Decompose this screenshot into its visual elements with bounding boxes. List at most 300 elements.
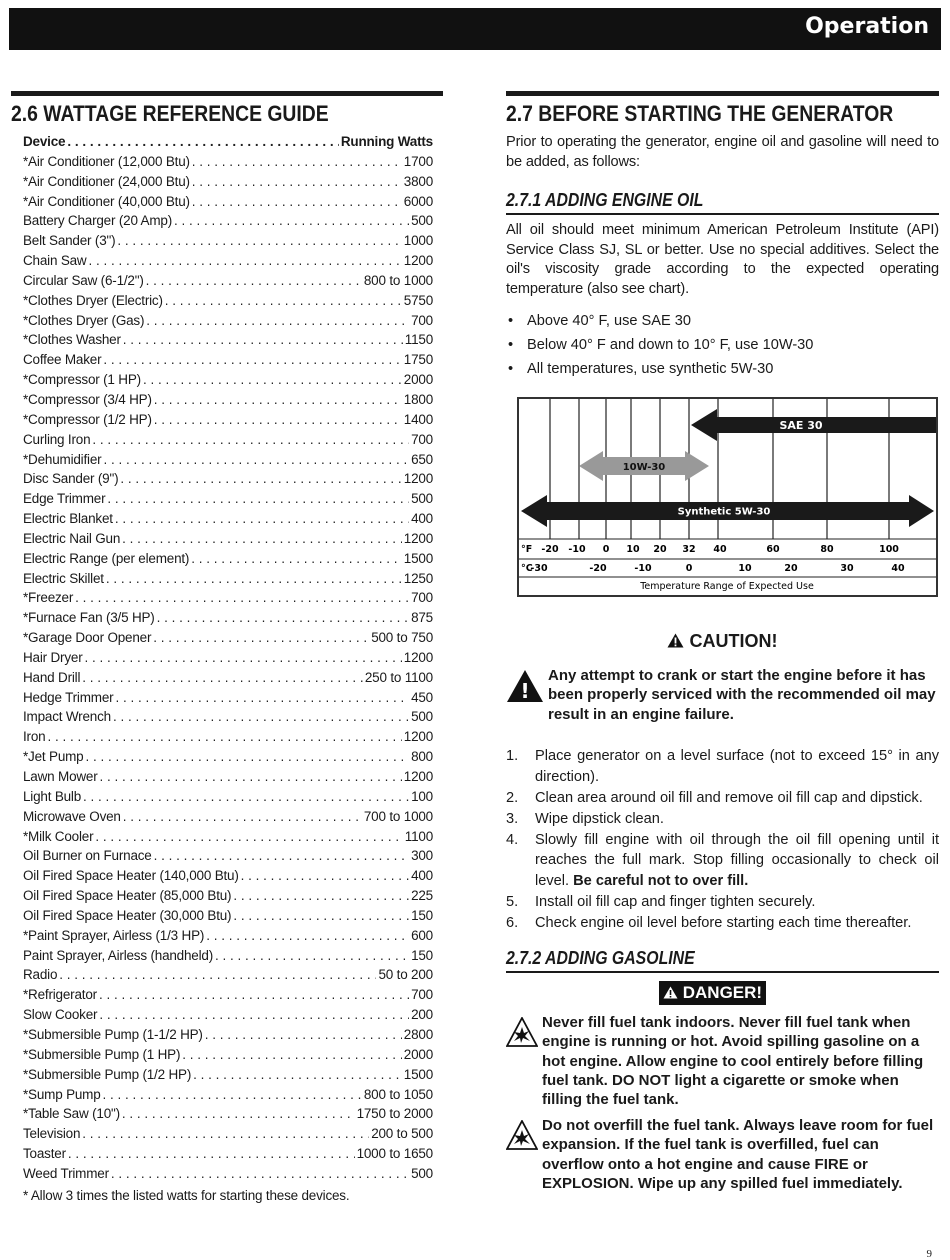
step-text: Install oil fill cap and finger tighten securely. xyxy=(535,893,816,910)
step-text: Place generator on a level surface (not to exceed 15° in any direction). xyxy=(535,748,939,785)
running-watts: 150 xyxy=(411,907,433,923)
device-name: Electric Skillet xyxy=(23,570,104,586)
table-row xyxy=(23,194,433,214)
table-row xyxy=(23,690,433,710)
table-row xyxy=(23,372,433,392)
device-name: Curling Iron xyxy=(23,431,91,447)
table-row xyxy=(23,452,433,472)
running-watts: 200 to 500 xyxy=(371,1126,433,1142)
leader-dots xyxy=(205,1027,402,1042)
running-watts: 1200 xyxy=(403,471,433,487)
table-row xyxy=(23,1126,433,1146)
leader-dots xyxy=(47,729,401,744)
leader-dots xyxy=(95,829,402,844)
running-watts: 700 xyxy=(411,431,433,447)
tick-label: 100 xyxy=(879,544,899,555)
table-row xyxy=(23,273,433,293)
device-name: *Submersible Pump (1-1/2 HP) xyxy=(23,1026,203,1042)
subsection-title-2-7-2: 2.7.2 ADDING GASOLINE xyxy=(506,948,695,968)
table-row xyxy=(23,729,433,749)
leader-dots xyxy=(146,273,362,288)
running-watts: 1000 to 1650 xyxy=(356,1146,433,1162)
chart-caption: Temperature Range of Expected Use xyxy=(640,581,814,592)
table-row xyxy=(23,313,433,333)
table-row xyxy=(23,1146,433,1166)
leader-dots xyxy=(165,293,402,308)
leader-dots xyxy=(99,987,409,1002)
danger-block-2 xyxy=(506,1116,939,1193)
oil-spec-text: All oil should meet minimum American Petroleum Institute (API) Service Class SJ, SL or better. Use no special additives. Select the oil's viscosity grade according to the expected operating temperature (also see chart). xyxy=(506,222,939,297)
running-watts: 500 xyxy=(411,213,433,229)
running-watts: 400 xyxy=(411,868,433,884)
device-name: Electric Nail Gun xyxy=(23,530,121,546)
step-emphasis: Be careful not to over fill. xyxy=(573,872,749,889)
running-watts: 250 to 1100 xyxy=(364,669,433,685)
device-name: Edge Trimmer xyxy=(23,491,106,507)
table-row xyxy=(23,332,433,352)
leader-dots xyxy=(103,452,409,467)
table-row xyxy=(23,749,433,769)
running-watts: 700 xyxy=(411,590,433,606)
leader-dots xyxy=(107,491,409,506)
leader-dots xyxy=(103,1087,362,1102)
leader-dots xyxy=(115,690,409,705)
tick-label: -10 xyxy=(568,544,586,555)
table-row xyxy=(23,551,433,571)
running-watts: 800 to 1050 xyxy=(363,1086,433,1102)
bullet-item: • Above 40° F, use SAE 30 xyxy=(508,313,692,329)
running-watts: 1250 xyxy=(403,570,433,586)
device-name: Battery Charger (20 Amp) xyxy=(23,213,173,229)
list-item xyxy=(506,809,939,830)
table-row xyxy=(23,987,433,1007)
tick-label: -20 xyxy=(541,544,559,555)
device-name: Radio xyxy=(23,967,58,983)
danger-text-1: Never fill fuel tank indoors. Never fill fuel tank when engine is running or hot. Avoid spilling gasoline on a hot engine. Allow engine to cool entirely before filling fuel tank. DO NOT light a cigarette or smoke when filling the fuel tank. xyxy=(542,1014,924,1109)
table-row xyxy=(23,571,433,591)
subsection-gasoline xyxy=(506,948,939,973)
leader-dots xyxy=(154,848,409,863)
device-name: *Compressor (1 HP) xyxy=(23,372,141,388)
device-name: Hedge Trimmer xyxy=(23,689,114,705)
tick-label: -30 xyxy=(530,563,548,574)
leader-dots xyxy=(111,1166,409,1181)
leader-dots xyxy=(143,372,402,387)
device-name: *Dehumidifier xyxy=(23,451,102,467)
table-row xyxy=(23,948,433,968)
caution-heading xyxy=(506,631,939,652)
running-watts: 875 xyxy=(411,610,433,626)
running-watts: 1400 xyxy=(403,411,433,427)
device-name: *Air Conditioner (40,000 Btu) xyxy=(23,193,190,209)
leader-dots xyxy=(192,194,402,209)
step-number: 1. xyxy=(506,748,519,764)
leader-dots xyxy=(122,531,402,546)
leader-dots xyxy=(68,1146,355,1161)
wattage-table-header xyxy=(23,134,433,154)
table-row xyxy=(23,610,433,630)
leader-dots xyxy=(206,928,409,943)
device-name: *Air Conditioner (12,000 Btu) xyxy=(23,153,190,169)
device-name: *Refrigerator xyxy=(23,987,97,1003)
running-watts: 800 to 1000 xyxy=(363,272,433,288)
tick-label: 0 xyxy=(685,563,693,574)
fahrenheit-label: °F xyxy=(521,544,533,555)
device-name: Microwave Oven xyxy=(23,808,121,824)
step-text: Clean area around oil fill and remove oil fill cap and dipstick. xyxy=(535,789,923,806)
running-watts: 150 xyxy=(411,947,433,963)
bar-synthetic-label: Synthetic 5W-30 xyxy=(677,506,771,518)
table-row xyxy=(23,928,433,948)
device-name: *Sump Pump xyxy=(23,1086,101,1102)
running-watts: 2000 xyxy=(403,1046,433,1062)
device-name: *Table Saw (10") xyxy=(23,1106,120,1122)
leader-dots xyxy=(233,888,409,903)
subsection-rule xyxy=(506,213,939,215)
device-name: Electric Range (per element) xyxy=(23,550,190,566)
device-name: *Paint Sprayer, Airless (1/3 HP) xyxy=(23,927,205,943)
danger-block-1 xyxy=(506,1013,939,1109)
running-watts: 1100 xyxy=(404,828,433,844)
device-name: *Submersible Pump (1 HP) xyxy=(23,1046,181,1062)
leader-dots xyxy=(182,1047,402,1062)
table-row xyxy=(23,531,433,551)
table-row xyxy=(23,154,433,174)
device-name: Television xyxy=(23,1126,81,1142)
tick-label: -10 xyxy=(634,563,652,574)
leader-dots xyxy=(153,630,369,645)
subsection-rule xyxy=(506,971,939,973)
running-watts: 450 xyxy=(411,689,433,705)
bullet-item: • Below 40° F and down to 10° F, use 10W-30 xyxy=(508,337,814,353)
leader-dots xyxy=(122,1106,355,1121)
tick-label: 80 xyxy=(820,544,834,555)
device-name: *Compressor (1/2 HP) xyxy=(23,411,152,427)
oil-fill-steps xyxy=(506,746,939,934)
table-row xyxy=(23,1007,433,1027)
device-name: Belt Sander (3") xyxy=(23,233,116,249)
step-text: Slowly fill engine with oil through the oil fill opening until it reaches the full mark. Stop filling occasionally to check oil level. Be careful not to over fill. xyxy=(535,831,939,889)
header-bar xyxy=(9,8,941,50)
table-row xyxy=(23,511,433,531)
table-row xyxy=(23,829,433,849)
col-running-watts: Running Watts xyxy=(340,134,433,149)
list-item xyxy=(506,892,939,913)
leader-dots xyxy=(120,471,401,486)
subsection-title-2-7-1: 2.7.1 ADDING ENGINE OIL xyxy=(506,190,704,210)
leader-dots xyxy=(106,571,402,586)
table-row xyxy=(23,471,433,491)
leader-dots xyxy=(157,610,409,625)
subsection-oil xyxy=(506,190,939,381)
device-name: Impact Wrench xyxy=(23,709,111,725)
device-name: Coffee Maker xyxy=(23,352,102,368)
leader-dots xyxy=(146,313,409,328)
before-starting xyxy=(506,91,939,1192)
table-row xyxy=(23,848,433,868)
intro-text: Prior to operating the generator, engine oil and gasoline will need to be added, as follows: xyxy=(506,134,939,170)
device-name: *Compressor (3/4 HP) xyxy=(23,391,152,407)
celsius-label: °C xyxy=(521,563,533,574)
svg-text:!: ! xyxy=(520,679,530,703)
leader-dots xyxy=(233,908,409,923)
explosion-icon xyxy=(506,1017,538,1047)
device-name: *Air Conditioner (24,000 Btu) xyxy=(23,173,190,189)
table-row xyxy=(23,809,433,829)
running-watts: 1200 xyxy=(403,253,433,269)
device-name: Toaster xyxy=(23,1146,66,1162)
device-name: Slow Cooker xyxy=(23,1007,98,1023)
leader-dots xyxy=(83,789,409,804)
table-row xyxy=(23,253,433,273)
table-row xyxy=(23,412,433,432)
running-watts: 2000 xyxy=(403,372,433,388)
device-name: Circular Saw (6-1/2") xyxy=(23,272,144,288)
running-watts: 700 to 1000 xyxy=(363,808,433,824)
table-row xyxy=(23,352,433,372)
leader-dots xyxy=(123,809,362,824)
device-name: *Freezer xyxy=(23,590,74,606)
warning-triangle-icon xyxy=(667,633,684,648)
running-watts: 225 xyxy=(411,888,433,904)
tick-label: 32 xyxy=(682,544,696,555)
table-row xyxy=(23,868,433,888)
footnote: * Allow 3 times the listed watts for starting these devices. xyxy=(23,1187,350,1203)
device-name: Oil Fired Space Heater (30,000 Btu) xyxy=(23,907,232,923)
section-rule xyxy=(11,91,443,96)
caution-title: CAUTION! xyxy=(689,631,778,651)
step-number: 6. xyxy=(506,914,519,931)
running-watts: 300 xyxy=(411,848,433,864)
device-name: *Milk Cooler xyxy=(23,828,94,844)
running-watts: 1000 xyxy=(403,233,433,249)
leader-dots xyxy=(85,650,402,665)
list-item xyxy=(506,830,939,892)
bar-sae30-label: SAE 30 xyxy=(779,419,823,432)
table-row xyxy=(23,670,433,690)
device-name: Oil Fired Space Heater (140,000 Btu) xyxy=(23,868,239,884)
leader-dots xyxy=(82,670,363,685)
tick-label: 10 xyxy=(626,544,640,555)
tick-label: -20 xyxy=(589,563,607,574)
device-name: Oil Burner on Furnace xyxy=(23,848,152,864)
leader-dots xyxy=(174,213,409,228)
leader-dots xyxy=(59,967,376,982)
leader-dots xyxy=(99,1007,409,1022)
leader-dots xyxy=(123,332,403,347)
table-row xyxy=(23,491,433,511)
device-name: Chain Saw xyxy=(23,253,87,269)
exclamation-icon xyxy=(506,669,544,703)
page-number: 9 xyxy=(926,1248,932,1260)
table-row xyxy=(23,1087,433,1107)
tick-label: 20 xyxy=(653,544,667,555)
step-number: 2. xyxy=(506,789,519,806)
list-item xyxy=(506,746,939,787)
running-watts: 3800 xyxy=(403,173,433,189)
tick-label: 20 xyxy=(784,563,798,574)
leader-dots xyxy=(191,551,402,566)
table-row xyxy=(23,392,433,412)
leader-dots xyxy=(117,233,401,248)
list-item xyxy=(506,913,939,934)
running-watts: 1750 xyxy=(403,352,433,368)
running-watts: 6000 xyxy=(403,193,433,209)
leader-dots xyxy=(192,154,402,169)
leader-dots xyxy=(100,769,402,784)
leader-dots xyxy=(85,749,409,764)
running-watts: 1200 xyxy=(403,729,433,745)
running-watts: 1700 xyxy=(403,153,433,169)
leader-dots xyxy=(215,948,409,963)
table-row xyxy=(23,1067,433,1087)
wattage-rows xyxy=(23,154,433,1186)
step-number: 4. xyxy=(506,831,519,848)
tick-label: 40 xyxy=(891,563,905,574)
wattage-guide xyxy=(11,91,443,1203)
tick-label: 0 xyxy=(602,544,610,555)
explosion-icon xyxy=(506,1120,538,1150)
running-watts: 700 xyxy=(411,987,433,1003)
celsius-ticks xyxy=(530,563,905,574)
running-watts: 500 xyxy=(411,709,433,725)
leader-dots xyxy=(75,590,409,605)
table-row xyxy=(23,432,433,452)
leader-dots xyxy=(192,174,402,189)
table-row xyxy=(23,1027,433,1047)
running-watts: 1150 xyxy=(404,332,433,348)
running-watts: 50 to 200 xyxy=(378,967,433,983)
running-watts: 1500 xyxy=(403,550,433,566)
running-watts: 800 xyxy=(411,749,433,765)
running-watts: 650 xyxy=(411,451,433,467)
running-watts: 100 xyxy=(411,788,433,804)
running-watts: 500 to 750 xyxy=(371,630,433,646)
leader-dots xyxy=(154,412,402,427)
running-watts: 1750 to 2000 xyxy=(356,1106,433,1122)
section-title-2-7: 2.7 BEFORE STARTING THE GENERATOR xyxy=(506,101,894,126)
running-watts: 1500 xyxy=(403,1066,433,1082)
running-watts: 2800 xyxy=(403,1026,433,1042)
table-row xyxy=(23,769,433,789)
danger-text-2: Do not overfill the fuel tank. Always leave room for fuel expansion. If the fuel tank is overfilled, fuel can overflow onto a hot engine and cause FIRE or EXPLOSION. Wipe up any spilled fuel immediately. xyxy=(542,1117,934,1192)
leader-dots xyxy=(113,709,409,724)
warning-triangle-icon xyxy=(663,986,678,999)
device-name: Lawn Mower xyxy=(23,769,98,784)
device-name: Weed Trimmer xyxy=(23,1165,109,1181)
list-item xyxy=(506,788,939,809)
caution-text: Any attempt to crank or start the engine before it has been properly serviced with the recommended oil may result in an engine failure. xyxy=(548,667,936,723)
tick-label: 30 xyxy=(840,563,854,574)
running-watts: 600 xyxy=(411,927,433,943)
table-row xyxy=(23,789,433,809)
table-row xyxy=(23,630,433,650)
running-watts: 200 xyxy=(411,1007,433,1023)
section-rule xyxy=(506,91,939,96)
device-name: Oil Fired Space Heater (85,000 Btu) xyxy=(23,888,232,904)
leader-dots xyxy=(67,134,339,149)
tick-label: 10 xyxy=(738,563,752,574)
table-row xyxy=(23,174,433,194)
table-row xyxy=(23,650,433,670)
leader-dots xyxy=(115,511,409,526)
table-row xyxy=(23,967,433,987)
running-watts: 1800 xyxy=(403,391,433,407)
device-name: Light Bulb xyxy=(23,788,82,804)
col-device: Device xyxy=(23,134,66,149)
leader-dots xyxy=(241,868,409,883)
table-row xyxy=(23,233,433,253)
leader-dots xyxy=(82,1126,369,1141)
running-watts: 700 xyxy=(411,312,433,328)
device-name: Electric Blanket xyxy=(23,511,113,527)
table-row xyxy=(23,888,433,908)
step-text: Check engine oil level before starting each time thereafter. xyxy=(535,914,912,931)
device-name: *Garage Door Opener xyxy=(23,630,152,646)
danger-title: DANGER! xyxy=(682,983,763,1002)
running-watts: 500 xyxy=(411,491,433,507)
running-watts: 5750 xyxy=(403,292,433,308)
device-name: *Furnace Fan (3/5 HP) xyxy=(23,610,155,626)
tick-label: 40 xyxy=(713,544,727,555)
bar-10w30-label: 10W-30 xyxy=(622,462,666,473)
leader-dots xyxy=(193,1067,402,1082)
caution-block xyxy=(506,666,939,724)
table-row xyxy=(23,1106,433,1126)
running-watts: 500 xyxy=(411,1165,433,1181)
step-text: Wipe dipstick clean. xyxy=(535,810,664,827)
tick-label: 60 xyxy=(766,544,780,555)
oil-temperature-chart xyxy=(517,397,938,597)
leader-dots xyxy=(103,352,401,367)
step-number: 3. xyxy=(506,810,519,827)
table-row xyxy=(23,1166,433,1186)
device-name: Iron xyxy=(23,729,46,745)
device-name: Disc Sander (9") xyxy=(23,471,119,487)
device-name: *Jet Pump xyxy=(23,749,84,765)
header-title: Operation xyxy=(805,14,929,39)
device-name: *Clothes Dryer (Gas) xyxy=(23,312,145,328)
danger-heading xyxy=(659,981,766,1005)
running-watts: 1200 xyxy=(403,530,433,546)
section-title-2-6: 2.6 WATTAGE REFERENCE GUIDE xyxy=(11,101,329,126)
running-watts: 400 xyxy=(411,511,433,527)
table-row xyxy=(23,709,433,729)
device-name: Hair Dryer xyxy=(23,649,83,665)
table-row xyxy=(23,908,433,928)
table-row xyxy=(23,293,433,313)
oil-chart-svg xyxy=(519,399,936,595)
table-row xyxy=(23,213,433,233)
running-watts: 1200 xyxy=(403,649,433,665)
leader-dots xyxy=(154,392,402,407)
device-name: *Clothes Dryer (Electric) xyxy=(23,292,163,308)
wattage-table xyxy=(23,134,433,1203)
running-watts: 1200 xyxy=(403,769,433,784)
bullet-item: • All temperatures, use synthetic 5W-30 xyxy=(508,361,774,377)
device-name: *Submersible Pump (1/2 HP) xyxy=(23,1066,192,1082)
device-name: Paint Sprayer, Airless (handheld) xyxy=(23,947,214,963)
leader-dots xyxy=(89,253,402,268)
leader-dots xyxy=(92,432,409,447)
fahrenheit-ticks xyxy=(541,544,899,555)
oil-bullets xyxy=(506,309,939,381)
device-name: *Clothes Washer xyxy=(23,332,121,348)
table-row xyxy=(23,590,433,610)
step-number: 5. xyxy=(506,893,519,910)
table-row xyxy=(23,1047,433,1067)
device-name: Hand Drill xyxy=(23,669,81,685)
